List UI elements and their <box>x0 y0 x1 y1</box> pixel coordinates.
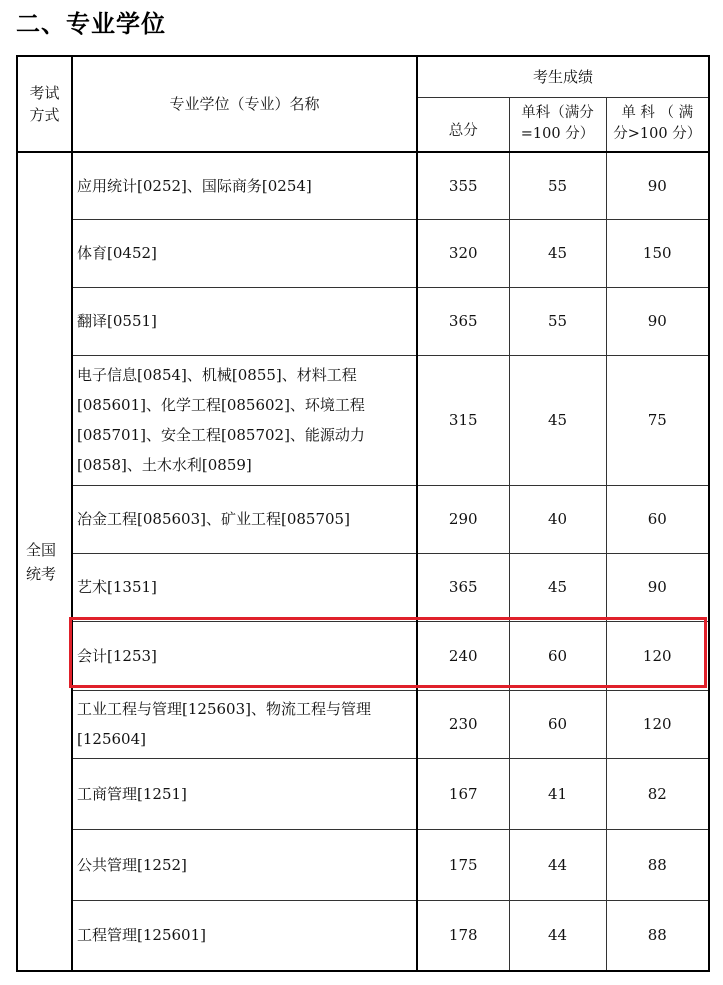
table-row <box>17 758 709 829</box>
table-row <box>17 152 709 219</box>
single-eq100-cell: 40 <box>509 485 606 553</box>
header-single-gt100 <box>606 97 709 152</box>
score-table <box>16 55 710 972</box>
single-gt100-cell: 120 <box>606 690 709 758</box>
header-single-gt100-line2: 分>100 分） <box>613 126 702 143</box>
single-gt100-cell: 90 <box>606 553 709 621</box>
single-gt100-cell: 120 <box>606 621 709 690</box>
total-score-cell: 315 <box>417 355 509 485</box>
section-title: 二、专业学位 <box>16 10 166 38</box>
total-score-cell: 355 <box>417 152 509 219</box>
table-row <box>17 690 709 758</box>
total-score-cell: 365 <box>417 287 509 355</box>
degree-name-cell: 会计[1253] <box>72 621 417 690</box>
header-score-group: 考生成绩 <box>417 56 709 97</box>
degree-name-cell: 翻译[0551] <box>72 287 417 355</box>
table-row <box>17 219 709 287</box>
single-eq100-cell: 45 <box>509 553 606 621</box>
degree-name-cell: 应用统计[0252]、国际商务[0254] <box>72 152 417 219</box>
single-gt100-cell: 82 <box>606 758 709 829</box>
table-row <box>17 553 709 621</box>
total-score-cell: 167 <box>417 758 509 829</box>
single-eq100-cell: 55 <box>509 152 606 219</box>
degree-name-cell: 工商管理[1251] <box>72 758 417 829</box>
table-row <box>17 621 709 690</box>
total-score-cell: 240 <box>417 621 509 690</box>
exam-mode-line2: 统考 <box>26 564 57 583</box>
single-eq100-cell: 55 <box>509 287 606 355</box>
total-score-cell: 290 <box>417 485 509 553</box>
table-row <box>17 485 709 553</box>
degree-name-cell: 公共管理[1252] <box>72 829 417 900</box>
single-eq100-cell: 44 <box>509 829 606 900</box>
single-gt100-cell: 75 <box>606 355 709 485</box>
table-row <box>17 900 709 971</box>
table-row <box>17 355 709 485</box>
single-eq100-cell: 60 <box>509 621 606 690</box>
degree-name-cell: 电子信息[0854]、机械[0855]、材料工程[085601]、化学工程[085602]、环境工程[085701]、安全工程[085702]、能源动力[0858]、土木水利[0859] <box>72 355 417 485</box>
header-single-eq100-line2: =100 分） <box>520 126 595 143</box>
header-exam-mode-line1: 考试 <box>29 84 60 102</box>
header-degree-name: 专业学位（专业）名称 <box>72 56 417 152</box>
single-gt100-cell: 88 <box>606 829 709 900</box>
single-eq100-cell: 44 <box>509 900 606 971</box>
header-single-gt100-line1: 单 科 （ 满 <box>621 105 694 122</box>
score-table-body <box>17 152 709 971</box>
total-score-cell: 320 <box>417 219 509 287</box>
total-score-cell: 230 <box>417 690 509 758</box>
header-total-score: 总分 <box>417 97 509 152</box>
single-gt100-cell: 90 <box>606 152 709 219</box>
table-row <box>17 287 709 355</box>
header-single-eq100-line1: 单科（满分 <box>521 105 594 122</box>
header-exam-mode-line2: 方式 <box>29 106 60 124</box>
degree-name-cell: 体育[0452] <box>72 219 417 287</box>
single-gt100-cell: 150 <box>606 219 709 287</box>
exam-mode-cell <box>17 152 72 971</box>
header-single-eq100 <box>509 97 606 152</box>
degree-name-cell: 工程管理[125601] <box>72 900 417 971</box>
single-gt100-cell: 60 <box>606 485 709 553</box>
total-score-cell: 175 <box>417 829 509 900</box>
single-eq100-cell: 45 <box>509 355 606 485</box>
header-exam-mode <box>17 56 72 152</box>
degree-name-cell: 冶金工程[085603]、矿业工程[085705] <box>72 485 417 553</box>
single-eq100-cell: 45 <box>509 219 606 287</box>
single-gt100-cell: 90 <box>606 287 709 355</box>
total-score-cell: 178 <box>417 900 509 971</box>
single-eq100-cell: 60 <box>509 690 606 758</box>
degree-name-cell: 工业工程与管理[125603]、物流工程与管理[125604] <box>72 690 417 758</box>
exam-mode-line1: 全国 <box>26 540 57 559</box>
degree-name-cell: 艺术[1351] <box>72 553 417 621</box>
table-row <box>17 829 709 900</box>
single-gt100-cell: 88 <box>606 900 709 971</box>
single-eq100-cell: 41 <box>509 758 606 829</box>
total-score-cell: 365 <box>417 553 509 621</box>
